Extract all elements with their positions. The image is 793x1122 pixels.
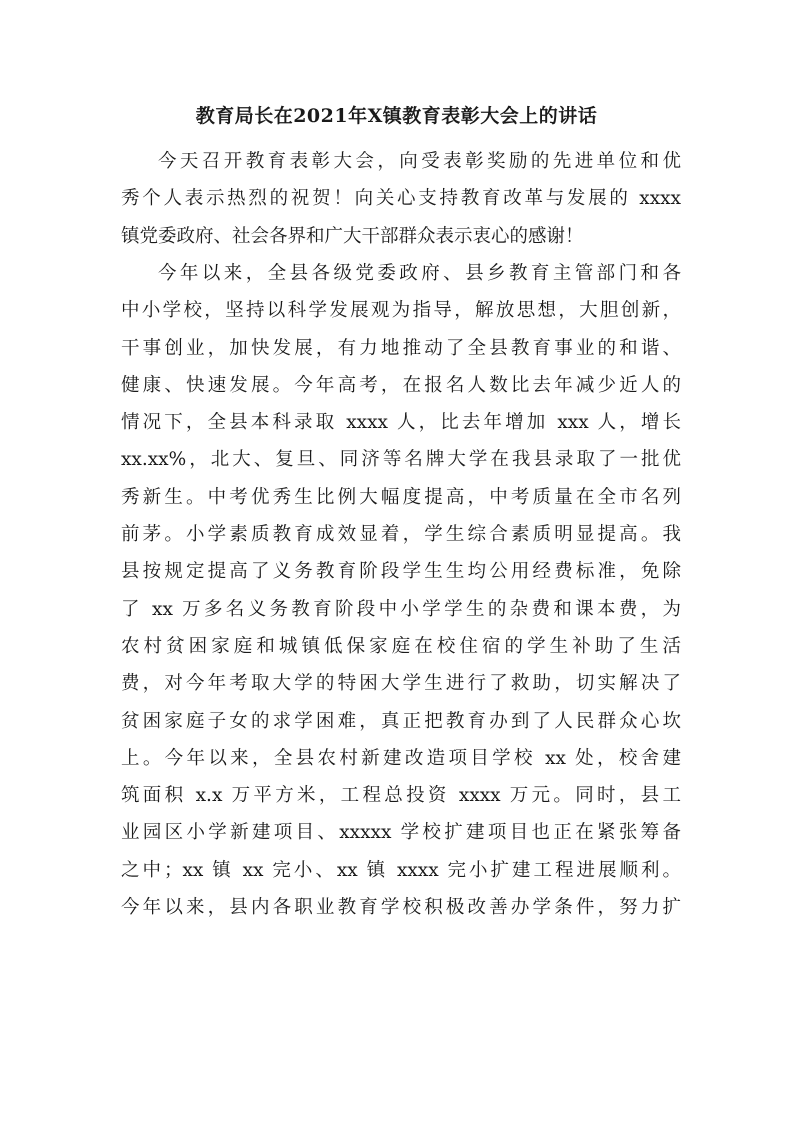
- paragraph-line: 之中；xx 镇 xx 完小、xx 镇 xxxx 完小扩建工程进展顺利。: [121, 859, 681, 881]
- paragraph-line: 今年以来，全县各级党委政府、县乡教育主管部门和各: [158, 263, 681, 284]
- paragraph-line: 贫困家庭子女的求学困难，真正把教育办到了人民群众心坎: [121, 710, 681, 732]
- paragraph-line: 县按规定提高了义务教育阶段学生生均公用经费标准，免除: [121, 561, 681, 583]
- document-title: 教育局长在2021年X镇教育表彰大会上的讲话: [195, 105, 598, 127]
- paragraph-line: 健康、快速发展。今年高考，在报名人数比去年减少近人的: [121, 374, 681, 396]
- paragraph-line: 今天召开教育表彰大会，向受表彰奖励的先进单位和优: [158, 151, 681, 172]
- paragraph-line: 镇党委政府、社会各界和广大干部群众表示衷心的感谢！: [121, 225, 584, 247]
- paragraph-line: 农村贫困家庭和城镇低保家庭在校住宿的学生补助了生活: [121, 635, 681, 657]
- paragraph-line: 秀个人表示热烈的祝贺！向关心支持教育改革与发展的 xxxx: [121, 188, 681, 210]
- paragraph-line: xx.xx%，北大、复旦、同济等名牌大学在我县录取了一批优: [121, 449, 681, 471]
- paragraph-1: [121, 143, 681, 255]
- paragraph-line: 秀新生。中考优秀生比例大幅度提高，中考质量在全市名列: [121, 486, 681, 508]
- paragraph-line: 了 xx 万多名义务教育阶段中小学学生的杂费和课本费，为: [121, 598, 681, 620]
- paragraph-line: 中小学校，坚持以科学发展观为指导，解放思想，大胆创新，: [121, 300, 681, 322]
- paragraph-line: 费，对今年考取大学的特困大学生进行了救助，切实解决了: [121, 673, 681, 695]
- paragraph-line: 业园区小学新建项目、xxxxx 学校扩建项目也正在紧张筹备: [121, 822, 681, 844]
- paragraph-line: 干事创业，加快发展，有力地推动了全县教育事业的和谐、: [121, 337, 681, 359]
- paragraph-2: [121, 255, 681, 964]
- paragraph-line: [121, 926, 681, 963]
- paragraph-line: 情况下，全县本科录取 xxxx 人，比去年增加 xxx 人，增长: [121, 412, 681, 434]
- paragraph-line: 上。今年以来，全县农村新建改造项目学校 xx 处，校舍建: [121, 747, 681, 769]
- paragraph-line: 今年以来，县内各职业教育学校积极改善办学条件，努力扩: [121, 897, 681, 919]
- paragraph-line: 筑面积 x.x 万平方米，工程总投资 xxxx 万元。同时，县工: [121, 785, 681, 807]
- paragraph-line: 前茅。小学素质教育成效显着，学生综合素质明显提高。我: [121, 524, 681, 546]
